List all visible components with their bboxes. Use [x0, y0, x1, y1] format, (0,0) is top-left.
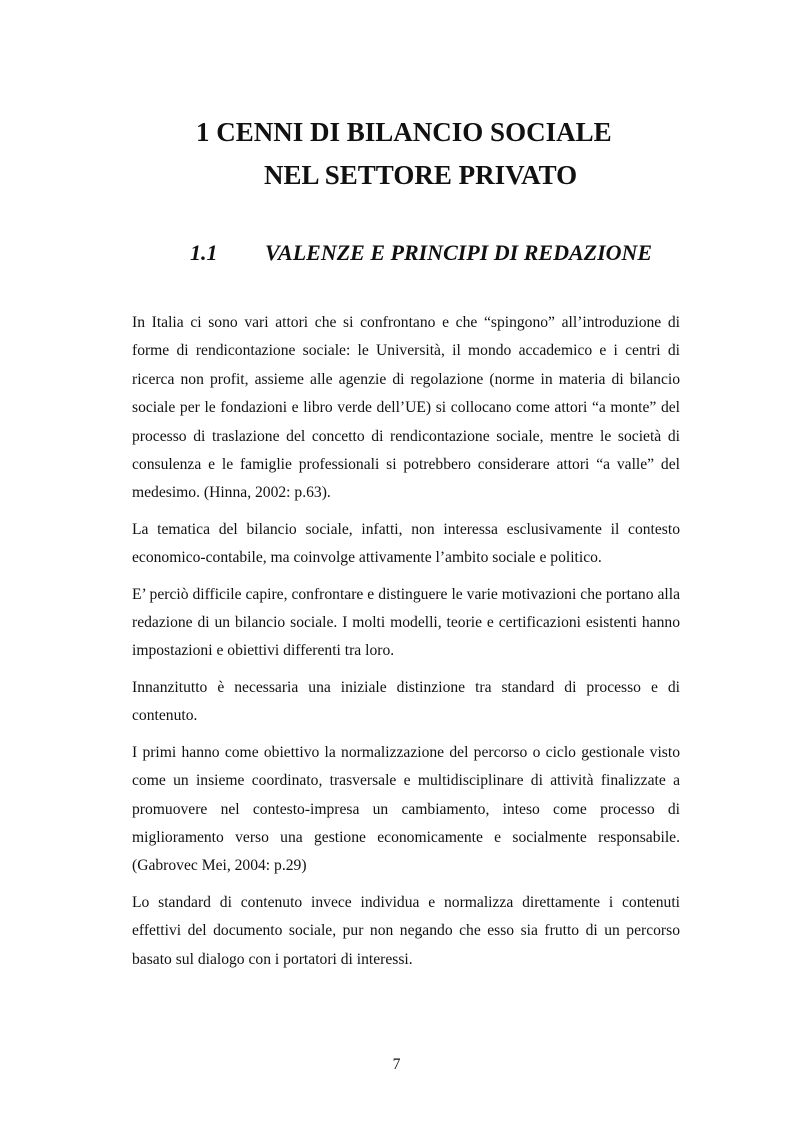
page-number: 7	[392, 1056, 401, 1073]
section-heading	[190, 238, 652, 268]
section-number: 1.1	[190, 240, 218, 265]
paragraph-2: La tematica del bilancio sociale, infatti, non interessa esclusivamente il contesto economico-contabile, ma coinvolge attivamente l’ambito sociale e politico.	[132, 520, 680, 567]
paragraph-5: I primi hanno come obiettivo la normalizzazione del percorso o ciclo gestionale visto come un insieme coordinato, trasversale e multidisciplinare di attività finalizzate a promuovere nel contesto-impresa un cambiamento, inteso come processo di miglioramento verso una gestione economicamente e socialmente responsabile. (Gabrovec Mei, 2004: p.29)	[132, 743, 680, 875]
paragraph-3: E’ perciò difficile capire, confrontare e distinguere le varie motivazioni che portano alla redazione di un bilancio sociale. I molti modelli, teorie e certificazioni esistenti hanno impostazioni e obiettivi differenti tra loro.	[132, 585, 680, 660]
paragraph-4: Innanzitutto è necessaria una iniziale distinzione tra standard di processo e di contenuto.	[132, 678, 680, 725]
chapter-title-line-1: 1 CENNI DI BILANCIO SOCIALE	[196, 117, 612, 147]
chapter-title-line-2: NEL SETTORE PRIVATO	[264, 160, 578, 190]
body-text	[132, 309, 680, 982]
paragraph-6: Lo standard di contenuto invece individua e normalizza direttamente i contenuti effettivi del documento sociale, pur non negando che esso sia frutto di un percorso basato sul dialogo con i portatori di interessi.	[132, 893, 680, 968]
section-title: VALENZE E PRINCIPI DI REDAZIONE	[265, 240, 653, 265]
paragraph-1: In Italia ci sono vari attori che si confrontano e che “spingono” all’introduzione di forme di rendicontazione sociale: le Università, il mondo accademico e i centri di ricerca non profit, assieme alle agenzie di regolazione (norme in materia di bilancio sociale per le fondazioni e libro verde dell’UE) si collocano come attori “a monte” del processo di traslazione del concetto di rendicontazione sociale, mentre le società di consulenza e le famiglie professionali si potrebbero considerare attori “a valle” del medesimo. (Hinna, 2002: p.63).	[132, 314, 680, 502]
